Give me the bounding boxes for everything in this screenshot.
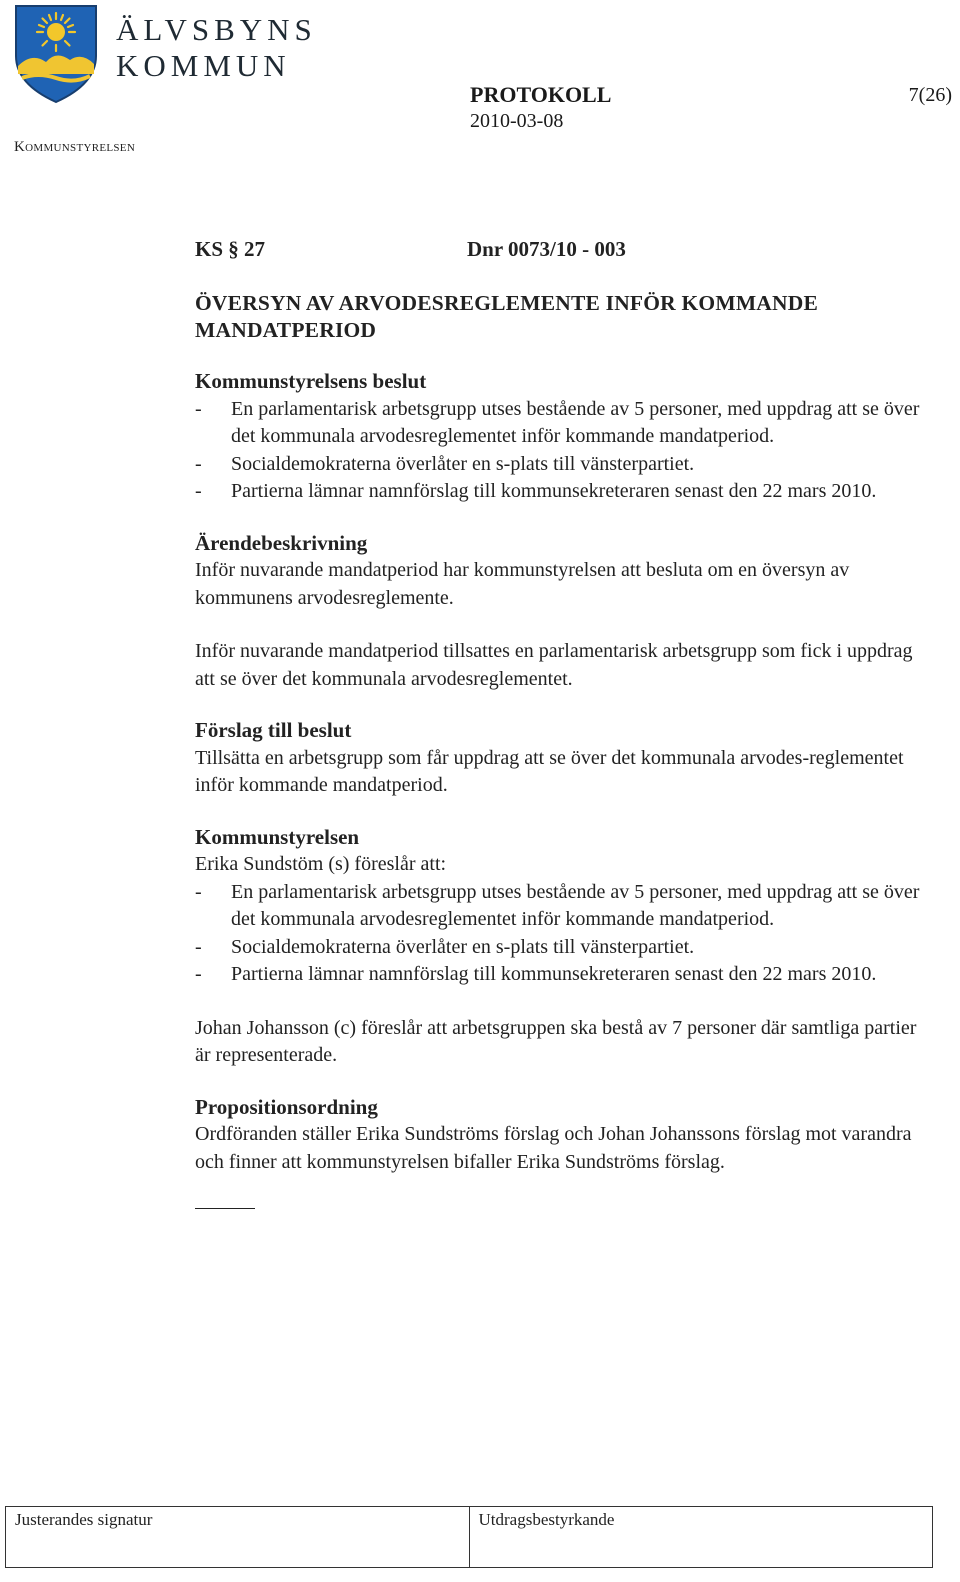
bullet-dash: - xyxy=(195,963,202,985)
list-item xyxy=(195,879,925,934)
protocol-body xyxy=(195,236,925,1209)
case-description-paragraph: Inför nuvarande mandatperiod tillsattes en parlamentarisk arbetsgrupp som fick i uppdrag att se över det kommunala arvodesreglementet. xyxy=(195,640,913,690)
decision-heading: Kommunstyrelsens beslut xyxy=(195,369,427,393)
list-item-text: Socialdemokraterna överlåter en s-plats till vänsterpartiet. xyxy=(231,452,695,475)
bullet-dash: - xyxy=(195,935,202,958)
dnr-number: Dnr 0073/10 - 003 xyxy=(467,237,626,261)
list-item-text: Partierna lämnar namnförslag till kommunsekreteraren senast den 22 mars 2010. xyxy=(231,963,877,985)
signature-cell[interactable] xyxy=(6,1507,470,1567)
logo-line-1: ÄLVSBYNS xyxy=(116,12,317,47)
coat-of-arms-logo xyxy=(14,4,98,104)
board-section xyxy=(195,824,925,1070)
bullet-dash: - xyxy=(195,480,202,502)
case-description-heading: Ärendebeskrivning xyxy=(195,530,368,555)
municipality-logo-text xyxy=(116,12,317,84)
page-number: 7(26) xyxy=(908,84,952,106)
proposal-heading: Förslag till beslut xyxy=(195,718,352,742)
list-item xyxy=(195,934,925,962)
case-title xyxy=(195,290,925,344)
bullet-dash: - xyxy=(195,397,202,420)
counter-proposal-text: Johan Johansson (c) föreslår att arbetsgruppen ska bestå av 7 personer där samtliga partier är representerade. xyxy=(195,1016,917,1066)
list-item xyxy=(195,396,925,451)
decision-section xyxy=(195,368,925,506)
document-date: 2010-03-08 xyxy=(470,110,564,132)
proposition-text: Ordföranden ställer Erika Sundströms förslag och Johan Johanssons förslag mot varandra och finner att kommunstyrelsen bifaller Erika Sundströms förslag. xyxy=(195,1123,912,1173)
list-item-text: Partierna lämnar namnförslag till kommunsekreteraren senast den 22 mars 2010. xyxy=(231,480,877,502)
case-description-paragraph: Inför nuvarande mandatperiod har kommunstyrelsen att besluta om en översyn av kommunens arvodesreglemente. xyxy=(195,559,850,609)
board-heading: Kommunstyrelsen xyxy=(195,824,360,849)
extract-certification-cell[interactable] xyxy=(470,1507,933,1567)
board-intro: Erika Sundstöm (s) föreslår att: xyxy=(195,853,447,875)
list-item-text: Socialdemokraterna överlåter en s-plats till vänsterpartiet. xyxy=(231,935,695,958)
extract-certification-label: Utdragsbestyrkande xyxy=(478,1510,615,1529)
case-reference-row xyxy=(195,236,925,266)
list-item-text: En parlamentarisk arbetsgrupp utses bestående av 5 personer, med uppdrag att se över det kommunala arvodesreglementet inför kommande mandatperiod. xyxy=(231,880,920,930)
list-item xyxy=(195,478,925,506)
document-type: PROTOKOLL xyxy=(470,82,612,107)
list-item-text: En parlamentarisk arbetsgrupp utses bestående av 5 personer, med uppdrag att se över det kommunala arvodesreglementet inför kommande mandatperiod. xyxy=(231,397,920,447)
ks-number: KS § 27 xyxy=(195,237,266,261)
case-title-line-2: MANDATPERIOD xyxy=(195,318,377,342)
department-name: Kommunstyrelsen xyxy=(14,139,136,155)
proposition-heading: Propositionsordning xyxy=(195,1094,378,1119)
case-description-section xyxy=(195,530,925,694)
proposition-section xyxy=(195,1094,925,1177)
board-proposal-list xyxy=(195,879,925,989)
case-title-line-1: ÖVERSYN AV ARVODESREGLEMENTE INFÖR KOMMANDE xyxy=(195,291,819,315)
signature-label: Justerandes signatur xyxy=(15,1510,153,1529)
bullet-dash: - xyxy=(195,452,202,475)
proposal-text: Tillsätta en arbetsgrupp som får uppdrag att se över det kommunala arvodes-reglementet inför kommande mandatperiod. xyxy=(195,746,904,796)
logo-line-2: KOMMUN xyxy=(116,48,291,83)
decision-list xyxy=(195,396,925,506)
list-item xyxy=(195,961,925,989)
end-rule xyxy=(195,1208,255,1209)
list-item xyxy=(195,451,925,479)
signature-footer xyxy=(5,1506,933,1568)
bullet-dash: - xyxy=(195,880,202,903)
proposal-section xyxy=(195,717,925,800)
